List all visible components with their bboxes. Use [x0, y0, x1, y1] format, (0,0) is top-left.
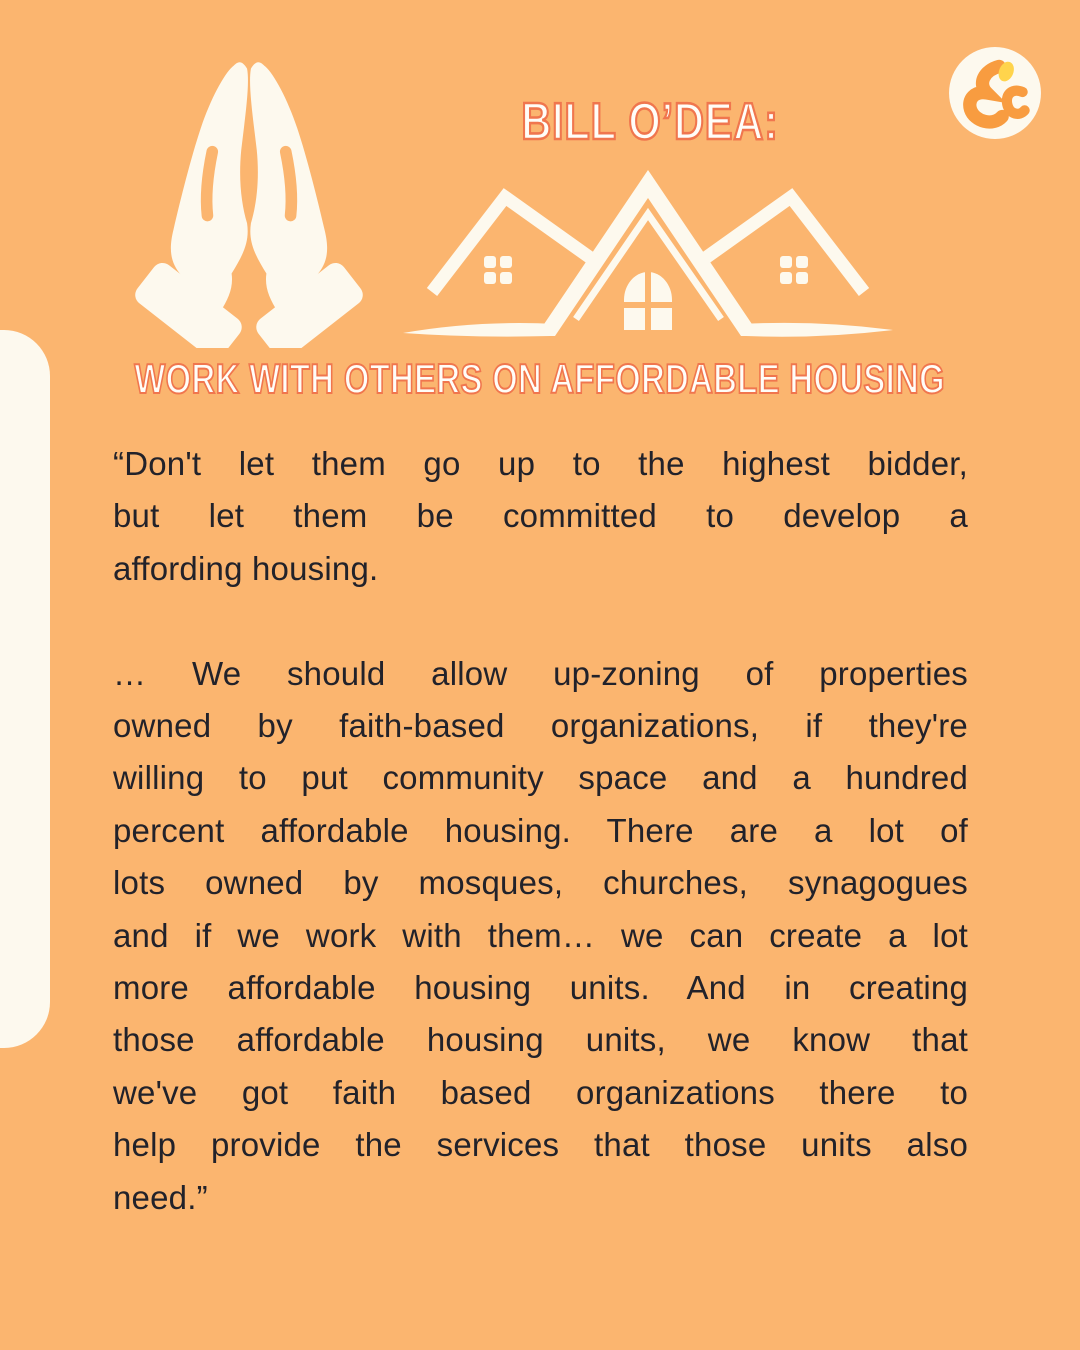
page-subtitle [113, 352, 967, 406]
quote-line: and if we work with them… we can create a lot [113, 916, 968, 954]
side-tab-decoration [0, 330, 50, 1048]
quote-line: need.” [113, 1178, 208, 1216]
houses-icon [398, 164, 898, 342]
page-title [390, 90, 910, 154]
quote-line: lots owned by mosques, churches, synagogues [113, 864, 968, 902]
quote-line: willing to put community space and a hundred [113, 759, 968, 797]
quote-text [113, 438, 968, 1224]
quote-line: … We should allow up-zoning of properties [113, 654, 968, 692]
page-title-text: BILL O’DEA: [521, 93, 779, 151]
quote-line: those affordable housing units, we know that [113, 1021, 968, 1059]
quote-line: we've got faith based organizations there to [113, 1073, 968, 1111]
quote-line: “Don't let them go up to the highest bidder, [113, 445, 968, 482]
quote-line: owned by faith-based organizations, if they're [113, 707, 968, 745]
quote-line: affording housing. [113, 549, 379, 587]
quote-line: but let them be committed to develop a [113, 497, 968, 535]
quote-paragraph [113, 438, 968, 595]
praying-hands-icon [133, 56, 365, 348]
quote-line: more affordable housing units. And in creating [113, 969, 968, 1007]
page-subtitle-text: WORK WITH OTHERS ON AFFORDABLE HOUSING [134, 355, 946, 402]
campaign-logo-icon [948, 46, 1042, 140]
quote-line: percent affordable housing. There are a lot of [113, 811, 968, 849]
quote-paragraph [113, 648, 968, 1224]
quote-line: help provide the services that those units also [113, 1126, 968, 1164]
